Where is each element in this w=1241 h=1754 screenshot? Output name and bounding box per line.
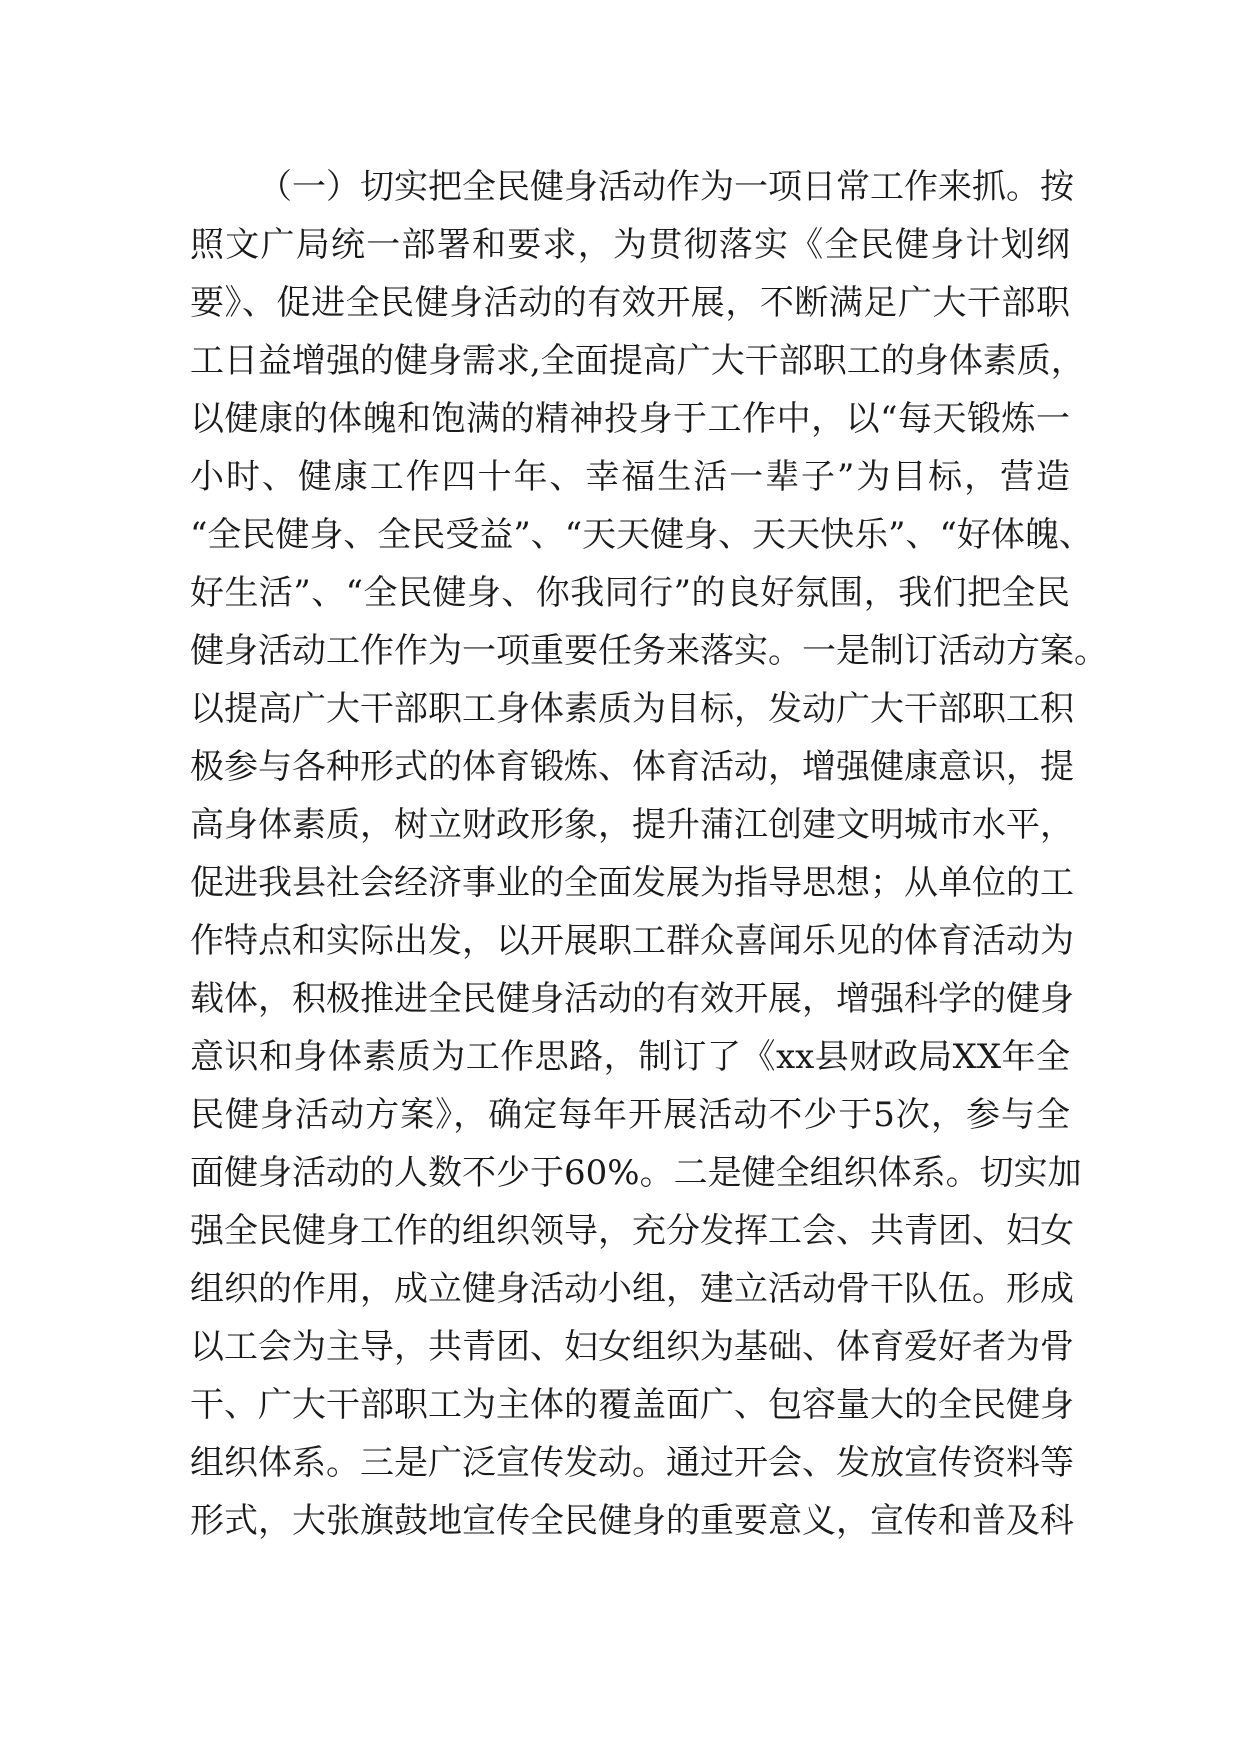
paragraph-line: 形式，大张旗鼓地宣传全民健身的重要意义，宣传和普及科 bbox=[190, 1501, 1074, 1541]
paragraph-line: 极参与各种形式的体育锻炼、体育活动，增强健康意识，提 bbox=[190, 747, 1074, 787]
paragraph-line: 好生活”、“全民健身、你我同行”的良好氛围，我们把全民 bbox=[190, 573, 1070, 613]
paragraph-line: 面健身活动的人数不少于60%。二是健全组织体系。切实加 bbox=[190, 1153, 1082, 1193]
paragraph-line: 促进我县社会经济事业的全面发展为指导思想；从单位的工 bbox=[190, 863, 1074, 903]
paragraph-line: 意识和身体素质为工作思路，制订了《xx县财政局XX年全 bbox=[190, 1037, 1070, 1077]
paragraph-line: 作特点和实际出发，以开展职工群众喜闻乐见的体育活动为 bbox=[190, 921, 1074, 961]
paragraph-line: 组织体系。三是广泛宣传发动。通过开会、发放宣传资料等 bbox=[190, 1443, 1074, 1483]
body-paragraph bbox=[190, 158, 1108, 1550]
paragraph-line: 高身体素质，树立财政形象，提升蒲江创建文明城市水平， bbox=[190, 805, 1074, 845]
paragraph-line: “全民健身、全民受益”、“天天健身、天天快乐”、“好体魄、 bbox=[190, 515, 1093, 555]
paragraph-line: 小时、健康工作四十年、幸福生活一辈子”为目标，营造 bbox=[190, 457, 1070, 497]
paragraph-line: 照文广局统一部署和要求，为贯彻落实《全民健身计划纲 bbox=[190, 225, 1070, 265]
paragraph-line: （一）切实把全民健身活动作为一项日常工作来抓。按 bbox=[258, 167, 1074, 207]
paragraph-line: 要》、促进全民健身活动的有效开展，不断满足广大干部职 bbox=[190, 283, 1070, 323]
paragraph-line: 强全民健身工作的组织领导，充分发挥工会、共青团、妇女 bbox=[190, 1211, 1074, 1251]
paragraph-line: 以健康的体魄和饱满的精神投身于工作中，以“每天锻炼一 bbox=[190, 399, 1070, 439]
paragraph-line: 健身活动工作作为一项重要任务来落实。一是制订活动方案。 bbox=[190, 631, 1108, 671]
paragraph-line: 载体，积极推进全民健身活动的有效开展，增强科学的健身 bbox=[190, 979, 1074, 1019]
paragraph-line: 组织的作用，成立健身活动小组，建立活动骨干队伍。形成 bbox=[190, 1269, 1074, 1309]
paragraph-line: 以工会为主导，共青团、妇女组织为基础、体育爱好者为骨 bbox=[190, 1327, 1074, 1367]
paragraph-line: 工日益增强的健身需求,全面提高广大干部职工的身体素质， bbox=[190, 341, 1085, 381]
paragraph-line: 以提高广大干部职工身体素质为目标，发动广大干部职工积 bbox=[190, 689, 1074, 729]
paragraph-line: 民健身活动方案》，确定每年开展活动不少于5次，参与全 bbox=[190, 1095, 1070, 1135]
paragraph-line: 干、广大干部职工为主体的覆盖面广、包容量大的全民健身 bbox=[190, 1385, 1074, 1425]
